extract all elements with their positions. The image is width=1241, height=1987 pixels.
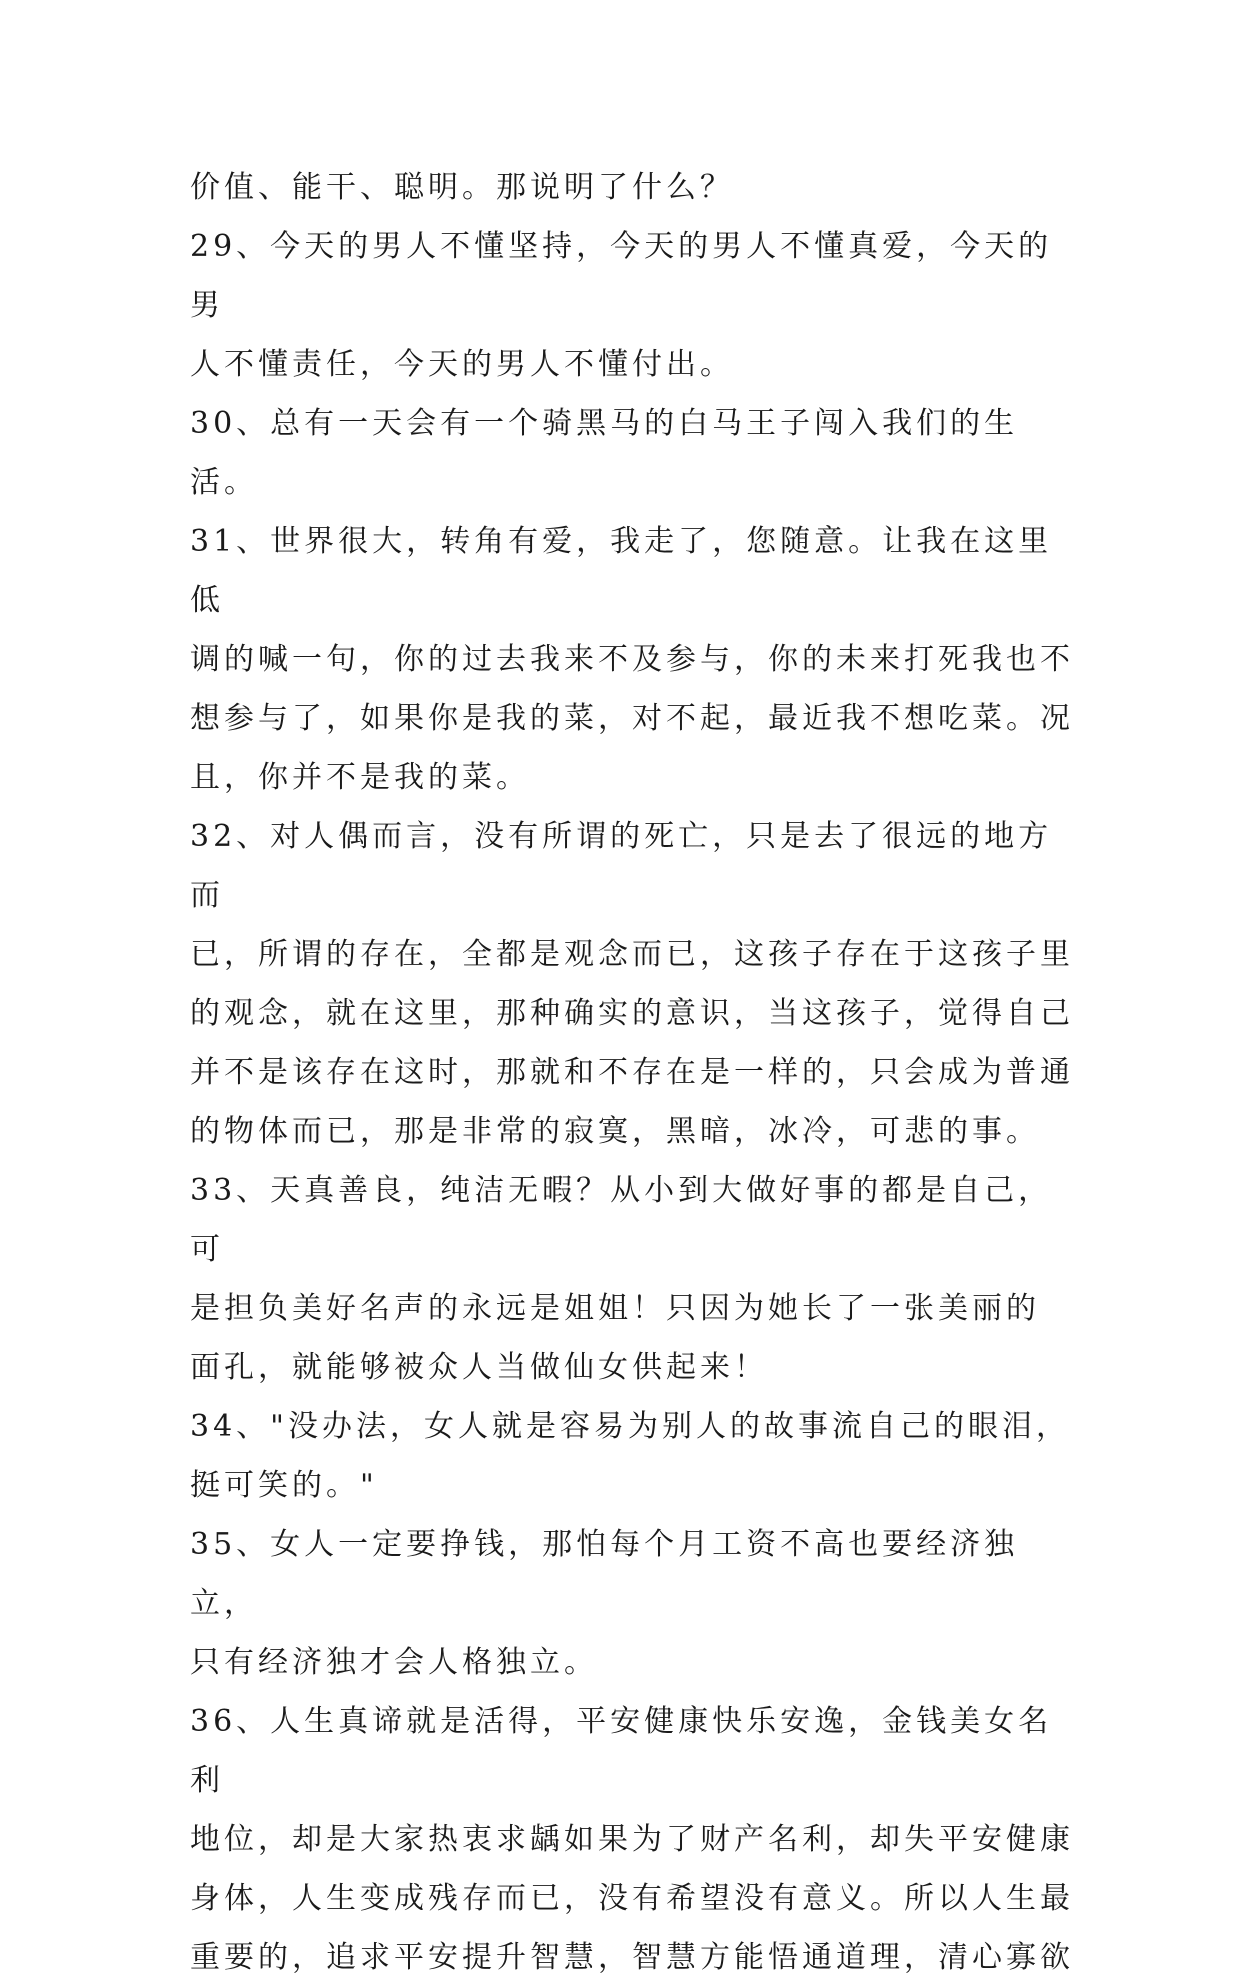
paragraph-36: 36、人生真谛就是活得，平安健康快乐安逸，金钱美女名利 地位，却是大家热衷求龋如果为了财产名利，却失平安健康 身体，人生变成残存而已，没有希望没有意义。所以人生最 重要的，追求平安提升智慧，智慧方能悟通道理，清心寡欲: [190, 1704, 1074, 1975]
document-body: [190, 158, 1080, 1987]
paragraph-34: 34、"没办法，女人就是容易为别人的故事流自己的眼泪， 挺可笑的。": [190, 1409, 1070, 1503]
paragraph-33: 33、天真善良，纯洁无暇？从小到大做好事的都是自己，可 是担负美好名声的永远是姐姐！只因为她长了一张美丽的 面孔，就能够被众人当做仙女供起来！: [190, 1173, 1053, 1385]
paragraph-continuation: 价值、能干、聪明。那说明了什么？: [190, 170, 734, 205]
paragraph-32: 32、对人偶而言，没有所谓的死亡，只是去了很远的地方而 已，所谓的存在，全都是观念而已，这孩子存在于这孩子里 的观念，就在这里，那种确实的意识，当这孩子，觉得自己 并不是该存在这时，那就和不存在是一样的，只会成为普通 的物体而已，那是非常的寂寞，黑暗，冰冷，可悲的事。: [190, 819, 1074, 1149]
paragraph-30: 30、总有一天会有一个骑黑马的白马王子闯入我们的生活。: [190, 406, 1019, 500]
paragraph-35: 35、女人一定要挣钱，那怕每个月工资不高也要经济独立， 只有经济独才会人格独立。: [190, 1527, 1019, 1680]
paragraph-29: 29、今天的男人不懂坚持，今天的男人不懂真爱，今天的男 人不懂责任，今天的男人不懂付出。: [190, 229, 1053, 382]
paragraph-31: 31、世界很大，转角有爱，我走了，您随意。让我在这里低 调的喊一句，你的过去我来不及参与，你的未来打死我也不 想参与了，如果你是我的菜，对不起，最近我不想吃菜。况 且，你并不是我的菜。: [190, 524, 1074, 795]
